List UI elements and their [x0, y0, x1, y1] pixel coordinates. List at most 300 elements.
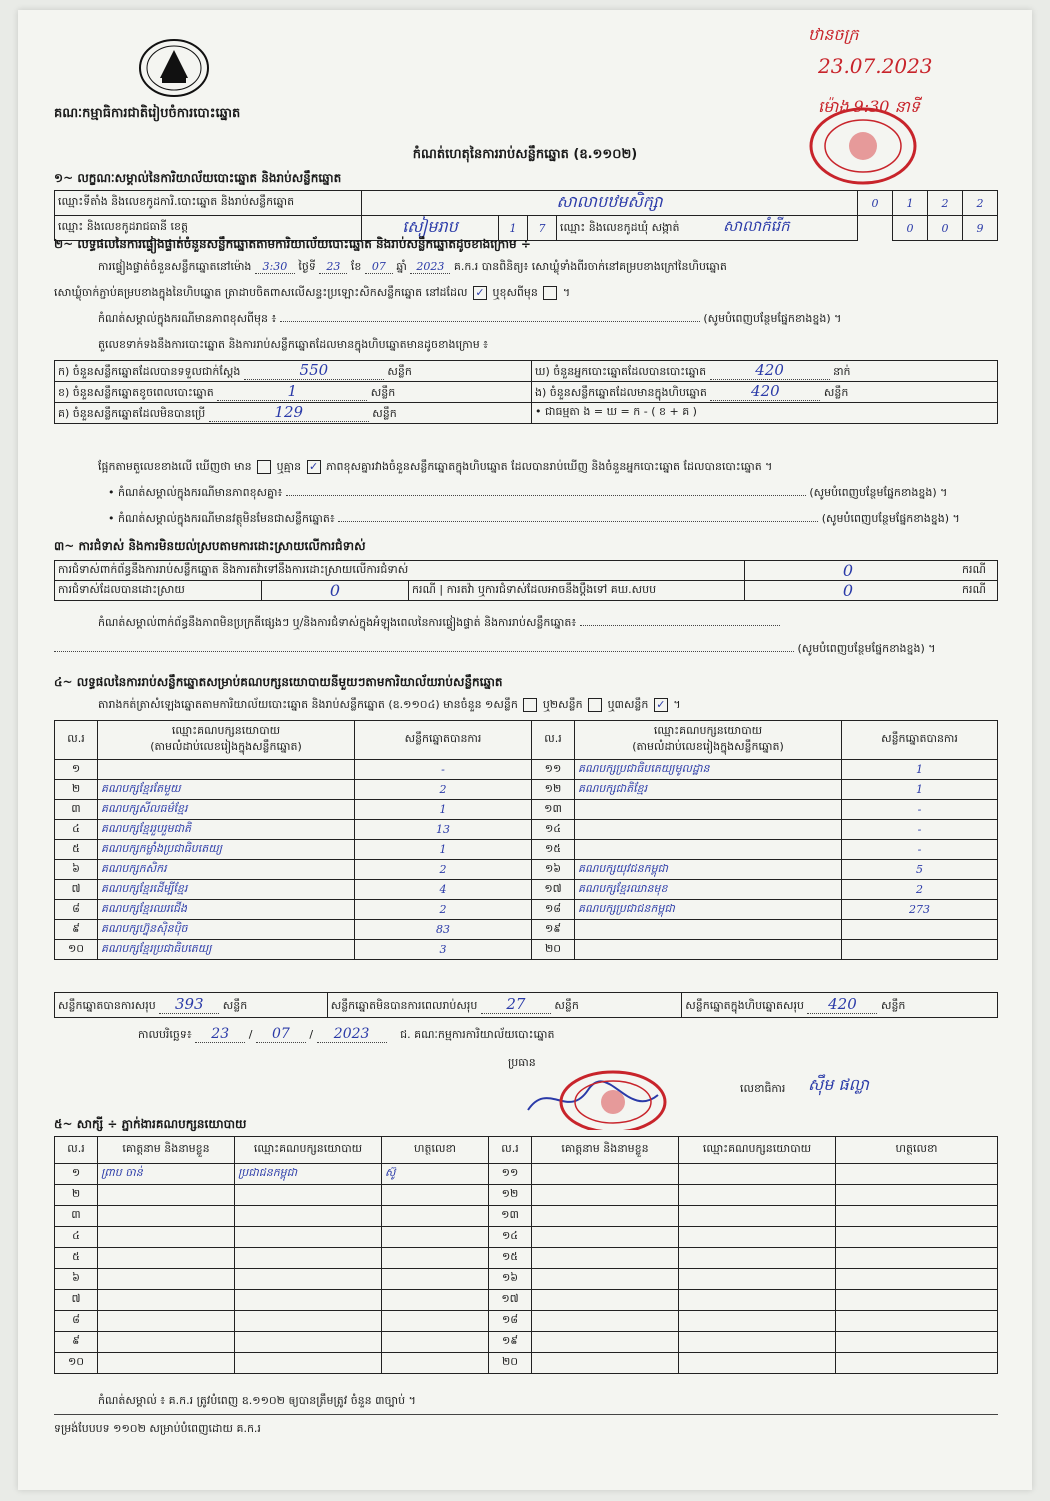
party-name — [575, 820, 842, 840]
party-name — [575, 920, 842, 940]
table-row — [55, 1164, 998, 1185]
witness-party — [679, 1185, 836, 1206]
party-votes: 2 — [355, 900, 532, 920]
party-no: ១២ — [532, 780, 575, 800]
witness-signature — [836, 1227, 998, 1248]
party-votes — [842, 940, 998, 960]
party-votes: 273 — [842, 900, 998, 920]
table-row — [55, 920, 998, 940]
table-row — [55, 800, 998, 820]
seal-line: សោឃ្លុំចាក់ភ្ជាប់គម្របខាងក្នុងនៃហិបឆ្នោត ត្រាដាបចិតពាសលើសន្ទះប្រឡោះសិកសន្លឹកឆ្នោត នៅដដែល ✓ ឬខុសពីមុន ។ — [54, 286, 571, 299]
witness-col-name-right: គោត្តនាម និងនាមខ្លួន — [532, 1137, 679, 1164]
polling-station-value: សាលាបឋមសិក្សា — [362, 191, 858, 216]
fill-note-3: (សូមបំពេញបន្ថែមផ្នែកខាងខ្នង) ។ — [821, 512, 960, 525]
party-name: គណបក្សយុវជនកម្ពុជា — [575, 860, 842, 880]
witness-no: ៤ — [55, 1227, 98, 1248]
fill-note-1: (សូមបំពេញបន្ថែមផ្នែកខាងខ្នង) ។ — [703, 312, 842, 325]
tally-sheet-line: តារាងកត់ត្រាសំឡេងឆ្នោតតាមការិយាល័យបោះឆ្នោត និងរាប់សន្លឹកឆ្នោត (ឧ.១១០៤) មានចំនួន ១សន្លឹក ឬ២សន្លឹក ឬ៣សន្លឹក ✓ ។ — [98, 698, 681, 711]
witness-signature — [836, 1353, 998, 1374]
section1-table — [54, 190, 998, 241]
count-voters-label: ឃ) ចំនួនអ្នកបោះឆ្នោតដែលបានបោះឆ្នោត — [535, 365, 707, 378]
party-name: គណបក្សខ្មែរឈានមុខ — [575, 880, 842, 900]
witness-name — [532, 1353, 679, 1374]
total-valid — [55, 993, 328, 1018]
irregularity-fill-line — [54, 642, 998, 658]
section4-title: ៤~ លទ្ធផលនៃការរាប់សន្លឹកឆ្នោតសម្រាប់គណបក្សនយោបាយនីមួយៗតាមការិយាល័យរាប់សន្លឹកឆ្នោត — [54, 675, 503, 689]
witness-party — [235, 1248, 382, 1269]
total-valid-value: 393 — [159, 995, 219, 1014]
objection-unit: ករណី — [951, 561, 998, 581]
witness-no: ៧ — [55, 1290, 98, 1311]
fill-note-4: (សូមបំពេញបន្ថែមផ្នែកខាងខ្នង) ។ — [797, 642, 936, 655]
witness-body — [55, 1164, 998, 1374]
verify-time: 3:30 — [255, 260, 295, 274]
total-invalid — [327, 993, 682, 1018]
witness-signature — [836, 1206, 998, 1227]
witness-party — [679, 1164, 836, 1185]
discrepancy-label: ផ្អែកតាមតួលេខខាងលើ ឃើញថា មាន — [98, 460, 252, 473]
party-votes: 3 — [355, 940, 532, 960]
table-row — [55, 780, 998, 800]
party-votes: 2 — [355, 860, 532, 880]
witness-no: ១២ — [489, 1185, 532, 1206]
chair-label: ប្រធាន — [508, 1056, 536, 1069]
table-row — [55, 1185, 998, 1206]
party-votes: - — [355, 760, 532, 780]
witness-name — [98, 1206, 235, 1227]
table-row — [55, 880, 998, 900]
table-row — [55, 1248, 998, 1269]
table-row — [55, 1311, 998, 1332]
verify-day: 23 — [319, 260, 347, 274]
witness-no: ១៤ — [489, 1227, 532, 1248]
witness-no: ១១ — [489, 1164, 532, 1185]
count-spoiled — [55, 382, 532, 403]
commune-code-3: 9 — [963, 216, 998, 241]
date-month: 07 — [256, 1026, 306, 1043]
objection-value: 0 — [745, 561, 952, 581]
witness-signature: ស៊ូ — [382, 1164, 489, 1185]
party-name: គណបក្សខ្មែរឈរជើង — [98, 900, 355, 920]
col-no-left: ល.រ — [55, 721, 98, 760]
witness-no: ១៧ — [489, 1290, 532, 1311]
party-votes — [842, 920, 998, 940]
witness-col-no-right: ល.រ — [489, 1137, 532, 1164]
col-party-right-sub: (តាមលំដាប់លេខរៀងក្នុងសន្លឹកឆ្នោត) — [632, 740, 784, 753]
table-row — [55, 900, 998, 920]
no-discrepancy-checkbox[interactable]: ✓ — [307, 460, 321, 474]
witness-name — [98, 1248, 235, 1269]
verify-month: 07 — [365, 260, 393, 274]
witness-signature — [382, 1290, 489, 1311]
witness-no: ២០ — [489, 1353, 532, 1374]
witness-name — [98, 1290, 235, 1311]
witness-no: ១៦ — [489, 1269, 532, 1290]
party-no: ៤ — [55, 820, 98, 840]
total-box-label: សន្លឹកឆ្នោតក្នុងហិបឆ្នោតសរុប — [685, 999, 804, 1012]
verify-month-label: ខែ — [350, 260, 362, 273]
commune-value: សាលាកំរើក — [723, 217, 790, 235]
witness-col-no-left: ល.រ — [55, 1137, 98, 1164]
party-name: គណបក្សប្រជាធិបតេយ្យមូលដ្ឋាន — [575, 760, 842, 780]
party-name — [575, 800, 842, 820]
witness-no: ១០ — [55, 1353, 98, 1374]
table-row — [55, 840, 998, 860]
witness-party — [679, 1353, 836, 1374]
three-sheet-label: ឬ៣សន្លឹក — [607, 698, 649, 711]
section1-title: ១~ លក្ខណៈសម្គាល់នៃការិយាល័យបោះឆ្នោត និងរាប់សន្លឹកឆ្នោត — [54, 171, 342, 185]
count-in-box-unit: សន្លឹក — [823, 386, 849, 399]
count-unused-label: គ) ចំនួនសន្លឹកឆ្នោតដែលមិនបានប្រើ — [58, 407, 206, 420]
section3-title: ៣~ ការជំទាស់ និងការមិនយល់ស្របតាមការដោះស្រាយលើការជំទាស់ — [54, 539, 366, 553]
irregularity-note-label: កំណត់សម្គាល់ពាក់ព័ន្ធនឹងភាពមិនប្រក្រតីផ្សេងៗ ឬ/និងការជំទាស់ក្នុងអំឡុងពេលនៃការផ្ទៀងផ្ទាត់ និងការរាប់សន្លឹកឆ្នោត៖ — [98, 616, 577, 629]
witness-name — [98, 1185, 235, 1206]
witness-name — [532, 1164, 679, 1185]
witness-name — [98, 1311, 235, 1332]
section2-title: ២~ លទ្ធផលនៃការផ្ទៀងផ្ទាត់ចំនួនសន្លឹកឆ្នោតតាមការិយាល័យបោះឆ្នោត និងរាប់សន្លឹកឆ្នោតដូចខាងក្រោម ÷ — [54, 237, 531, 251]
commune-code-2: 0 — [928, 216, 963, 241]
witness-col-sign-right: ហត្ថលេខា — [836, 1137, 998, 1164]
party-votes: 2 — [842, 880, 998, 900]
total-invalid-unit: សន្លឹក — [554, 999, 579, 1012]
count-received — [55, 361, 532, 382]
col-party-right-title: ឈ្មោះគណបក្សនយោបាយ — [653, 724, 763, 737]
party-no: ៩ — [55, 920, 98, 940]
party-name: គណបក្សខ្មែររួបរួមជាតិ — [98, 820, 355, 840]
total-valid-unit: សន្លឹក — [222, 999, 248, 1012]
bullet-object-label: • កំណត់សម្គាល់ក្នុងករណីមានវត្ថុមិនមែនជាសន្លឹកឆ្នោត៖ — [108, 512, 335, 525]
party-votes: 13 — [355, 820, 532, 840]
total-valid-label: សន្លឹកឆ្នោតបានការសរុប — [58, 999, 156, 1012]
witness-party — [679, 1332, 836, 1353]
count-received-label: ក) ចំនួនសន្លឹកឆ្នោតដែលបានទទួលជាក់ស្តែង — [58, 365, 241, 378]
station-code-3: 2 — [928, 191, 963, 216]
polling-station-label: ឈ្មោះទីតាំង និងលេខកូដការិ.បោះឆ្នោត និងរាប់សន្លឹកឆ្នោត — [55, 191, 362, 216]
witness-party — [679, 1311, 836, 1332]
station-code-1: 0 — [858, 191, 893, 216]
witness-signature — [382, 1227, 489, 1248]
witness-party — [679, 1206, 836, 1227]
party-votes: 83 — [355, 920, 532, 940]
table-row — [55, 1332, 998, 1353]
table-row — [55, 820, 998, 840]
resolved-unit: ករណី — [412, 582, 436, 596]
witness-name — [98, 1227, 235, 1248]
table-row — [55, 760, 998, 780]
witness-name — [98, 1332, 235, 1353]
witness-party — [235, 1353, 382, 1374]
table-row — [55, 860, 998, 880]
witness-name — [532, 1227, 679, 1248]
witness-col-party-left: ឈ្មោះគណបក្សនយោបាយ — [235, 1137, 382, 1164]
counts-table — [54, 360, 998, 424]
seal-changed-checkbox[interactable] — [543, 286, 557, 300]
col-party-left-sub: (តាមលំដាប់លេខរៀងក្នុងសន្លឹកឆ្នោត) — [150, 740, 302, 753]
witness-signature — [836, 1269, 998, 1290]
count-unused — [55, 403, 532, 424]
tally-intro: តារាងកត់ត្រាសំឡេងឆ្នោតតាមការិយាល័យបោះឆ្នោត និងរាប់សន្លឹកឆ្នោត (ឧ.១១០៤) មានចំនួន ១សន្លឹក — [98, 698, 518, 711]
total-box-unit: សន្លឹក — [880, 999, 906, 1012]
bullet-diff-label: • កំណត់សម្គាល់ក្នុងករណីមានភាពខុសគ្នា៖ — [108, 486, 283, 499]
witness-signature — [836, 1332, 998, 1353]
seal-changed-label: ឬខុសពីមុន — [492, 286, 538, 299]
count-unused-value: 129 — [209, 403, 369, 422]
witness-signature — [382, 1311, 489, 1332]
party-name: គណបក្សខ្មែរប្រជាធិបតេយ្យ — [98, 940, 355, 960]
party-name — [575, 840, 842, 860]
party-no: ៦ — [55, 860, 98, 880]
party-votes: 1 — [355, 840, 532, 860]
appeal-unit: ករណី — [951, 581, 998, 601]
party-name: គណបក្សហ្វ៊ុនស៊ិនប៉ិច — [98, 920, 355, 940]
bullet-object — [108, 512, 1008, 528]
witness-name — [532, 1332, 679, 1353]
witness-party — [235, 1269, 382, 1290]
party-no: ១៥ — [532, 840, 575, 860]
verify-year-label: ឆ្នាំ — [396, 260, 407, 273]
witness-signature — [382, 1269, 489, 1290]
party-name: គណបក្សប្រជាជនកម្ពុជា — [575, 900, 842, 920]
witness-signature — [382, 1206, 489, 1227]
total-box — [682, 993, 998, 1018]
resolved-value: 0 — [262, 581, 409, 601]
nec-logo-icon — [138, 38, 210, 98]
party-name — [575, 940, 842, 960]
party-votes: 1 — [842, 760, 998, 780]
table-row — [55, 1290, 998, 1311]
party-votes: 1 — [355, 800, 532, 820]
count-voters — [532, 361, 998, 382]
witness-no: ១៣ — [489, 1206, 532, 1227]
witness-party — [679, 1227, 836, 1248]
diff-note-label: កំណត់សម្គាល់ក្នុងករណីមានភាពខុសពីមុន ៖ — [98, 312, 277, 325]
count-in-box — [532, 382, 998, 403]
witness-no: ២ — [55, 1185, 98, 1206]
party-no: ៧ — [55, 880, 98, 900]
col-party-left — [98, 721, 355, 760]
table-row — [55, 1227, 998, 1248]
party-votes: 4 — [355, 880, 532, 900]
party-votes: 5 — [842, 860, 998, 880]
province-code-1: 1 — [499, 216, 528, 241]
verify-day-label: ថ្ងៃទី — [298, 260, 316, 273]
count-voters-value: 420 — [710, 361, 830, 380]
party-votes: - — [842, 800, 998, 820]
party-votes: - — [842, 820, 998, 840]
witness-signature — [836, 1185, 998, 1206]
irregularity-note — [98, 616, 1018, 632]
count-in-box-value: 420 — [710, 382, 820, 401]
secretary-signature: ស៊ឹម ផល្លា — [808, 1075, 869, 1094]
org-name: គណៈកម្មាធិការជាតិរៀបចំការបោះឆ្នោត — [54, 106, 241, 121]
committee-label: ជ. គណៈកម្មការការិយាល័យបោះឆ្នោត — [400, 1028, 555, 1041]
witness-party — [235, 1185, 382, 1206]
witness-no: ៨ — [55, 1311, 98, 1332]
witness-party — [679, 1248, 836, 1269]
party-no: ១៩ — [532, 920, 575, 940]
witness-col-name-left: គោត្តនាម និងនាមខ្លួន — [98, 1137, 235, 1164]
witness-name — [532, 1290, 679, 1311]
table-row — [55, 1269, 998, 1290]
verify-text: គ.ក.រ បានពិនិត្យ៖ សោឃ្លុំទាំងពីរចាក់នៅគម្របខាងក្រៅនៃហិបឆ្នោត — [453, 260, 727, 273]
count-spoiled-value: 1 — [217, 382, 367, 401]
verification-line — [98, 260, 1018, 276]
party-name: គណបក្សជាតិខ្មែរ — [575, 780, 842, 800]
table-row — [55, 1353, 998, 1374]
witness-party: ប្រជាជនកម្ពុជា — [235, 1164, 382, 1185]
witness-table — [54, 1136, 998, 1374]
province-value: សៀមរាប — [362, 216, 499, 241]
one-sheet-checkbox[interactable] — [523, 698, 537, 712]
count-received-value: 550 — [244, 361, 384, 380]
province-label: ឈ្មោះ និងលេខកូដរាជធានី ខេត្ត — [55, 216, 362, 241]
witness-no: ៥ — [55, 1248, 98, 1269]
table-row — [55, 1206, 998, 1227]
witness-party — [235, 1206, 382, 1227]
total-invalid-label: សន្លឹកឆ្នោតមិនបានការពេលរាប់សរុប — [330, 999, 478, 1012]
witness-no: ៣ — [55, 1206, 98, 1227]
party-no: ២ — [55, 780, 98, 800]
date-label: កាលបរិច្ឆេទ៖ — [138, 1028, 192, 1041]
party-no: ៣ — [55, 800, 98, 820]
witness-signature — [836, 1311, 998, 1332]
date-line: កាលបរិច្ឆេទ៖ 23 / 07 / 2023 ជ. គណៈកម្មការការិយាល័យបោះឆ្នោត — [138, 1026, 555, 1042]
appeal-value: 0 — [745, 581, 952, 601]
witness-no: ១ — [55, 1164, 98, 1185]
count-received-unit: សន្លឹក — [387, 365, 412, 378]
no-discrepancy-label: ឬគ្មាន — [276, 460, 302, 473]
has-discrepancy-checkbox[interactable] — [257, 460, 271, 474]
count-spoiled-label: ខ) ចំនួនសន្លឹកឆ្នោតខូចពេលបោះឆ្នោត — [58, 386, 214, 399]
party-no: ៨ — [55, 900, 98, 920]
footer-divider — [54, 1414, 998, 1415]
col-votes-left: សន្លឹកឆ្នោតបានការ — [355, 721, 532, 760]
witness-name — [532, 1248, 679, 1269]
col-party-left-title: ឈ្មោះគណបក្សនយោបាយ — [171, 724, 281, 737]
form-sheet — [18, 10, 1032, 1490]
party-votes: 2 — [355, 780, 532, 800]
commune-code-1: 0 — [893, 216, 928, 241]
witness-name — [98, 1353, 235, 1374]
date-year: 2023 — [317, 1026, 387, 1043]
footer-text: ទម្រង់បែបបទ ១១០២ សម្រាប់បំពេញដោយ គ.ក.រ — [54, 1422, 261, 1435]
total-invalid-value: 27 — [481, 995, 551, 1014]
formula: • ជាធម្មតា ង = ឃ = ក - ( ខ + គ ) — [532, 403, 998, 424]
diff-note-line — [98, 312, 998, 328]
fill-note-2: (សូមបំពេញបន្ថែមផ្នែកខាងខ្នង) ។ — [809, 486, 948, 499]
witness-party — [235, 1311, 382, 1332]
seal-text: សោឃ្លុំចាក់ភ្ជាប់គម្របខាងក្នុងនៃហិបឆ្នោត ត្រាដាបចិតពាសលើសន្ទះប្រឡោះសិកសន្លឹកឆ្នោត នៅដដែល — [54, 286, 468, 299]
section3-table — [54, 560, 998, 601]
witness-signature — [382, 1248, 489, 1269]
witness-no: ១៨ — [489, 1311, 532, 1332]
witness-signature — [836, 1164, 998, 1185]
commune-label: ឈ្មោះ និងលេខកូដឃុំ សង្កាត់ — [560, 221, 680, 234]
objection-label: ការជំទាស់ពាក់ព័ន្ធនឹងការរាប់សន្លឹកឆ្នោត និងការតវ៉ាទៅនឹងការដោះស្រាយលើការជំទាស់ — [55, 561, 745, 581]
count-unused-unit: សន្លឹក — [372, 407, 397, 420]
party-votes: 1 — [842, 780, 998, 800]
two-sheet-label: ឬ២សន្លឹក — [542, 698, 583, 711]
party-no: ១០ — [55, 940, 98, 960]
verify-time-label: ការផ្ទៀងផ្ទាត់ចំនួនសន្លឹកឆ្នោតនៅម៉ោង — [98, 260, 252, 273]
total-box-value: 420 — [807, 995, 877, 1014]
witness-name — [532, 1185, 679, 1206]
commune-row — [557, 216, 858, 241]
witness-col-party-right: ឈ្មោះគណបក្សនយោបាយ — [679, 1137, 836, 1164]
witness-signature — [836, 1290, 998, 1311]
three-sheet-checkbox[interactable]: ✓ — [654, 698, 668, 712]
seal-intact-checkbox[interactable]: ✓ — [473, 286, 487, 300]
table-row — [55, 940, 998, 960]
party-no: ២០ — [532, 940, 575, 960]
count-spoiled-unit: សន្លឹក — [370, 386, 396, 399]
section5-title: ៥~ សាក្សី ÷ ភ្នាក់ងារគណបក្សនយោបាយ — [54, 1117, 247, 1131]
witness-name: ព្រាប ចាន់ — [98, 1164, 235, 1185]
footnote: កំណត់សម្គាល់ ៖ គ.ក.រ ត្រូវបំពេញ ឧ.១១០២ ឲ្យបានត្រឹមត្រូវ ចំនួន ៣ច្បាប់ ។ — [98, 1394, 416, 1407]
party-name: គណបក្សកម្លាំងប្រជាធិបតេយ្យ — [98, 840, 355, 860]
bullet-diff — [108, 486, 1008, 502]
party-no: ១ — [55, 760, 98, 780]
province-code-2: 7 — [528, 216, 557, 241]
witness-name — [532, 1269, 679, 1290]
party-votes: - — [842, 840, 998, 860]
witness-party — [679, 1269, 836, 1290]
witness-name — [98, 1269, 235, 1290]
party-name: គណបក្សខ្មែរដើម្បីខ្មែរ — [98, 880, 355, 900]
party-no: ១៨ — [532, 900, 575, 920]
witness-signature — [836, 1248, 998, 1269]
count-in-box-label: ង) ចំនួនសន្លឹកឆ្នោតដែលមានក្នុងហិបឆ្នោត — [535, 386, 707, 399]
witness-no: ៦ — [55, 1269, 98, 1290]
party-no: ១៦ — [532, 860, 575, 880]
resolved-label: ការជំទាស់ដែលបានដោះស្រាយ — [55, 581, 262, 601]
witness-col-sign-left: ហត្ថលេខា — [382, 1137, 489, 1164]
discrepancy-text: ភាពខុសគ្នារវាងចំនួនសន្លឹកឆ្នោតក្នុងហិបឆ្នោត ដែលបានរាប់ឃើញ និងចំនួនអ្នកបោះឆ្នោត ដែលបានបោះឆ្នោត ។ — [326, 460, 773, 473]
verify-year: 2023 — [410, 260, 450, 274]
party-no: ៥ — [55, 840, 98, 860]
party-no: ១៤ — [532, 820, 575, 840]
form-title: កំណត់ហេតុនៃការរាប់សន្លឹកឆ្នោត (ឧ.១១០២) — [412, 147, 638, 162]
witness-no: ៩ — [55, 1332, 98, 1353]
totals-table — [54, 992, 998, 1018]
two-sheet-checkbox[interactable] — [588, 698, 602, 712]
witness-party — [679, 1290, 836, 1311]
witness-signature — [382, 1332, 489, 1353]
counts-intro: តួលេខទាក់ទងនឹងការបោះឆ្នោត និងការរាប់សន្លឹកឆ្នោតដែលមានក្នុងហិបឆ្នោតមានដូចខាងក្រោម ៖ — [98, 338, 489, 351]
witness-signature — [382, 1353, 489, 1374]
witness-name — [532, 1311, 679, 1332]
count-voters-unit: នាក់ — [833, 365, 851, 378]
appeal-cell: ករណី | ការតវ៉ា ឬការជំទាស់ដែលអាចនឹងប្តឹងទៅ គឃ.សបប — [409, 581, 745, 601]
station-code-4: 2 — [963, 191, 998, 216]
date-day: 23 — [195, 1026, 245, 1043]
secretary-label: លេខាធិការ — [740, 1082, 786, 1095]
handwritten-stamp-note-1: ឋាន​ចក្រ — [808, 25, 859, 44]
handwritten-stamp-date: 23.07.2023 — [818, 54, 933, 78]
party-name: គណបក្សកសិករ — [98, 860, 355, 880]
party-name: គណបក្សខ្មែរតែមួយ — [98, 780, 355, 800]
appeal-label: ការតវ៉ា ឬការជំទាស់ដែលអាចនឹងប្តឹងទៅ គឃ.សបប — [446, 582, 657, 596]
party-name: គណបក្សសីលធម៌ខ្មែរ — [98, 800, 355, 820]
discrepancy-line — [98, 460, 1018, 476]
col-no-right: ល.រ — [532, 721, 575, 760]
station-code-2: 1 — [893, 191, 928, 216]
chair-signature — [518, 1070, 688, 1130]
witness-party — [235, 1227, 382, 1248]
party-no: ១៧ — [532, 880, 575, 900]
witness-party — [235, 1332, 382, 1353]
results-table — [54, 720, 998, 960]
